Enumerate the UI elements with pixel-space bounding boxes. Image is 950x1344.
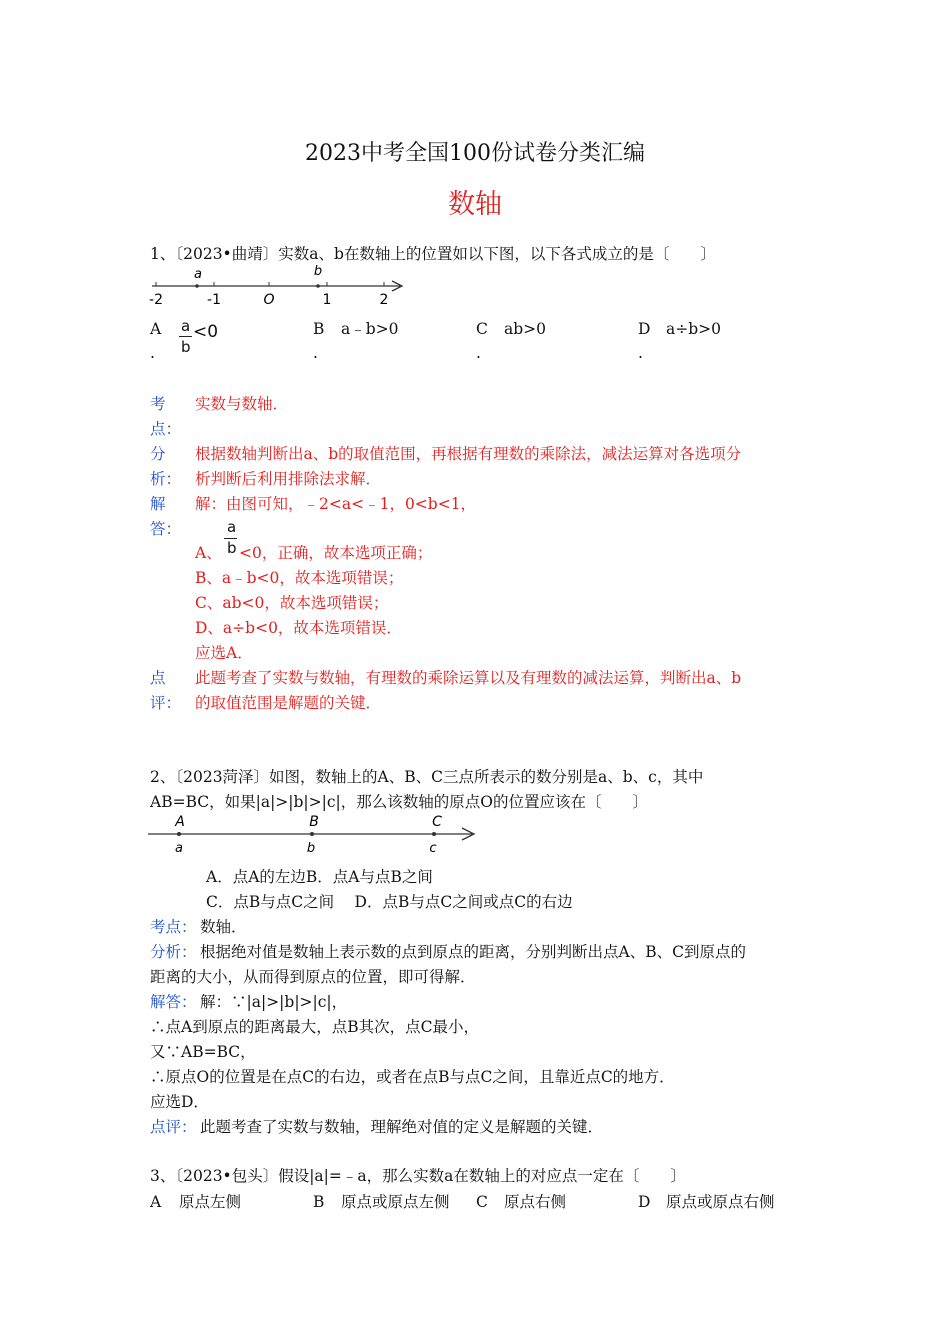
q1-dianping-label: 点 xyxy=(150,669,166,687)
q1-fenxi-label: 析： xyxy=(150,470,182,488)
q2-options-line: C．点B与点C之间 D．点B与点C之间或点C的右边 xyxy=(206,893,573,911)
q2-stem-line: 2、〔2023菏泽〕如图，数轴上的A、B、C三点所表示的数分别是a、b、c，其中 xyxy=(150,768,704,786)
q1-option-a-denominator: b xyxy=(181,338,191,356)
q1-tick-label: -2 xyxy=(149,292,163,308)
q1-option-b-letter: B xyxy=(313,320,325,338)
q1-kaodian-label: 考 xyxy=(150,395,166,413)
q1-jieda-label: 答： xyxy=(150,520,182,538)
q1-option-a-fraction-bar xyxy=(179,336,192,337)
q3-option-c-text: 原点右侧 xyxy=(504,1193,567,1211)
q1-option-a-numerator: a xyxy=(181,317,191,335)
q3-option-b-text: 原点或原点左侧 xyxy=(341,1193,450,1211)
q1-dianping-line: 的取值范围是解题的关键． xyxy=(195,694,382,712)
q2-dianping: 此题考查了实数与数轴，理解绝对值的定义是解题的关键． xyxy=(200,1118,604,1136)
q3-option-d-letter: D xyxy=(638,1193,651,1211)
q2-jieda-line: 应选D． xyxy=(150,1093,209,1111)
q2-point-b xyxy=(310,832,314,836)
q1-tick-label: O xyxy=(263,292,275,308)
q1-option-dot: . xyxy=(638,344,643,362)
q1-jieda-a-numerator: a xyxy=(227,518,237,536)
q2-jieda-line: ∴原点O的位置是在点C的右边，或者在点B与点C之间，且靠近点C的地方． xyxy=(150,1068,675,1086)
q2-options-line: A．点A的左边B．点A与点B之间 xyxy=(206,868,433,886)
q1-tick-label: -1 xyxy=(207,292,221,308)
q1-option-d-text: a÷b>0 xyxy=(666,320,721,338)
q2-jieda-line: 又∵AB=BC， xyxy=(150,1043,256,1061)
q1-jieda-a-prefix: A、 xyxy=(195,544,222,562)
q1-option-dot: . xyxy=(313,344,318,362)
q1-jieda-a-denominator: b xyxy=(227,539,237,557)
q3-option-a-letter: A xyxy=(150,1193,162,1211)
document-title: 2023中考全国100份试卷分类汇编 xyxy=(305,141,645,166)
q2-kaodian: 数轴． xyxy=(200,918,247,936)
q1-dianping-line: 此题考查了实数与数轴，有理数的乘除运算以及有理数的减法运算，判断出a、b xyxy=(195,669,742,687)
q1-dianping-label: 评： xyxy=(150,694,182,712)
q1-fenxi-line: 根据数轴判断出a、b的取值范围，再根据有理数的乘除法，减法运算对各选项分 xyxy=(195,445,742,463)
q2-jieda-line: 解：∵|a|>|b|>|c|， xyxy=(200,993,348,1011)
q1-label-a: a xyxy=(194,267,202,282)
q2-fenxi-label: 分析： xyxy=(150,943,197,961)
q1-tick-label: 2 xyxy=(379,292,389,308)
q1-fenxi-label: 分 xyxy=(150,445,166,463)
q2-dianping-label: 点评： xyxy=(150,1118,197,1136)
q1-kaodian-label: 点： xyxy=(150,420,182,438)
q3-stem: 3、〔2023•包头〕假设|a|=﹣a，那么实数a在数轴上的对应点一定在〔 〕 xyxy=(150,1167,686,1185)
q2-label-upper: C xyxy=(432,814,442,830)
q3-option-d-text: 原点或原点右侧 xyxy=(666,1193,775,1211)
q2-point-c xyxy=(432,832,436,836)
q1-option-c-text: ab>0 xyxy=(504,320,547,338)
q2-fenxi-line: 根据绝对值是数轴上表示数的点到原点的距离，分别判断出点A、B、C到原点的 xyxy=(200,943,746,961)
q1-jieda-line: D、a÷b<0，故本选项错误． xyxy=(195,619,402,637)
q1-jieda-line: 应选A． xyxy=(195,644,253,662)
q1-number-line xyxy=(142,262,412,310)
q2-jieda-line: ∴点A到原点的距离最大，点B其次，点C最小， xyxy=(150,1018,479,1036)
q2-label-lower: b xyxy=(306,841,316,856)
q1-fenxi-line: 析判断后利用排除法求解． xyxy=(195,470,382,488)
q1-jieda-line: 解：由图可知，﹣2<a<﹣1，0<b<1， xyxy=(195,495,477,513)
q3-option-b-letter: B xyxy=(313,1193,325,1211)
q1-jieda-line: C、ab<0，故本选项错误； xyxy=(195,594,389,612)
q1-point-a xyxy=(195,284,199,288)
q2-jieda-label: 解答： xyxy=(150,993,197,1011)
q1-kaodian: 实数与数轴． xyxy=(195,395,289,413)
q2-label-lower: c xyxy=(429,841,437,856)
q1-stem: 1、〔2023•曲靖〕实数a、b在数轴上的位置如以下图，以下各式成立的是〔 〕 xyxy=(150,245,716,263)
q1-jieda-label: 解 xyxy=(150,495,166,513)
q1-point-b xyxy=(316,284,320,288)
q3-option-a-text: 原点左侧 xyxy=(179,1193,242,1211)
q1-option-a-letter: A xyxy=(150,320,162,338)
q2-fenxi-line: 距离的大小，从而得到原点的位置，即可得解． xyxy=(150,968,476,986)
q1-option-d-letter: D xyxy=(638,320,651,338)
q1-option-b-text: a﹣b>0 xyxy=(341,320,399,338)
q2-label-upper: B xyxy=(309,814,319,830)
q1-tick-label: 1 xyxy=(322,292,332,308)
q2-point-a xyxy=(177,832,181,836)
q1-option-dot: . xyxy=(150,344,155,362)
q1-option-c-letter: C xyxy=(476,320,488,338)
q2-number-line xyxy=(144,810,484,858)
q1-option-dot: . xyxy=(476,344,481,362)
q2-stem-line: AB=BC，如果|a|>|b|>|c|，那么该数轴的原点O的位置应该在〔 〕 xyxy=(150,793,648,811)
q1-jieda-line: B、a﹣b<0，故本选项错误； xyxy=(195,569,404,587)
q1-jieda-a-text: <0，正确，故本选项正确； xyxy=(239,544,433,562)
q2-kaodian-label: 考点： xyxy=(150,918,197,936)
section-title: 数轴 xyxy=(448,189,502,220)
q1-label-b: b xyxy=(313,264,323,279)
q2-label-upper: A xyxy=(175,814,185,830)
q1-option-a-text: <0 xyxy=(193,322,219,342)
q3-option-c-letter: C xyxy=(476,1193,488,1211)
q2-label-lower: a xyxy=(175,841,183,856)
